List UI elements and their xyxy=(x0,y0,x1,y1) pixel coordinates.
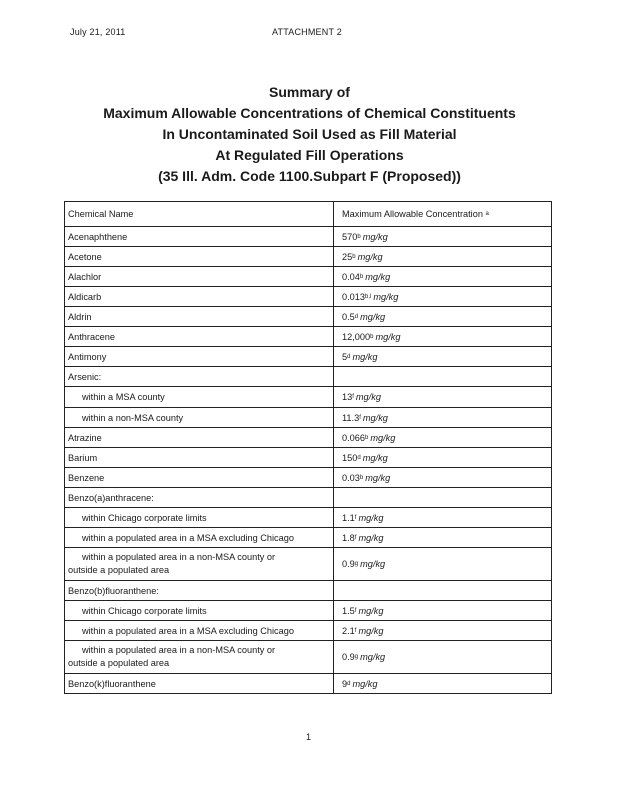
concentration-cell xyxy=(340,621,550,640)
table-row xyxy=(64,408,552,428)
table-row xyxy=(64,581,552,601)
concentration-value: 570 xyxy=(342,231,358,242)
concentration-unit: mg/kg xyxy=(362,412,388,423)
title-line-2: Maximum Allowable Concentrations of Chemical Constituents xyxy=(103,105,516,121)
concentration-unit: mg/kg xyxy=(362,231,388,242)
table-row xyxy=(64,347,552,367)
concentration-value: 0.04 xyxy=(342,271,360,282)
concentration-cell xyxy=(340,287,550,306)
concentration-unit: mg/kg xyxy=(365,472,391,483)
table-row xyxy=(64,247,552,267)
concentration-cell xyxy=(340,307,550,326)
chemical-name-cell xyxy=(64,227,334,246)
concentration-value: 9 xyxy=(342,678,348,689)
concentration-value: 1.8 xyxy=(342,532,355,543)
concentration-value: 0.9 xyxy=(342,652,355,662)
concentration-value: 150 xyxy=(342,452,358,463)
concentration-value: 11.3 xyxy=(342,412,360,423)
chemical-name-cell xyxy=(64,488,334,507)
chemical-name: Benzene xyxy=(68,472,105,483)
chemical-name-cell xyxy=(64,581,334,600)
table-row xyxy=(64,621,552,641)
chemical-name-cell xyxy=(64,601,334,620)
concentration-cell xyxy=(340,347,550,366)
chemical-name-cell xyxy=(64,528,334,547)
footnote-mark: b xyxy=(359,474,364,481)
concentration-cell xyxy=(340,448,550,467)
concentration-cell xyxy=(340,581,550,600)
title-line-4: At Regulated Fill Operations xyxy=(215,147,404,163)
table-row xyxy=(64,267,552,287)
document-title xyxy=(0,82,619,187)
col-header-footnote-mark: a xyxy=(485,211,489,217)
concentration-value: 0.013 xyxy=(342,291,365,302)
concentration-cell xyxy=(340,227,550,246)
table-row xyxy=(64,327,552,347)
chemical-name-cell xyxy=(64,508,334,527)
footnote-mark: g xyxy=(354,654,359,660)
concentration-unit: mg/kg xyxy=(358,605,384,616)
chemical-name: Benzo(a)anthracene: xyxy=(68,492,154,503)
footnote-mark: b xyxy=(365,434,369,441)
footnote-mark: b xyxy=(352,253,356,260)
footnote-mark: f xyxy=(354,514,357,521)
concentration-value: 0.5 xyxy=(342,311,355,322)
header-date: July 21, 2011 xyxy=(70,27,126,37)
concentration-unit: mg/kg xyxy=(375,331,401,342)
concentration-table xyxy=(64,201,552,694)
col-header-chemical: Chemical Name xyxy=(64,202,334,226)
table-row xyxy=(64,387,552,408)
footnote-mark: f xyxy=(352,394,354,400)
chemical-name-cell xyxy=(64,468,334,487)
chemical-name-cell xyxy=(64,674,334,693)
chemical-name-cell xyxy=(64,428,334,447)
chemical-name: Barium xyxy=(68,452,98,463)
concentration-cell xyxy=(340,528,550,547)
concentration-unit: mg/kg xyxy=(352,351,378,362)
concentration-value: 25 xyxy=(342,251,353,262)
chemical-name: within a populated area in a MSA excluding Chicago xyxy=(82,625,294,636)
chemical-name: within a populated area in a non-MSA county or xyxy=(82,552,276,562)
footnote-mark: d xyxy=(357,454,361,461)
table-row xyxy=(64,307,552,327)
concentration-cell xyxy=(340,468,550,487)
concentration-unit: mg/kg xyxy=(360,652,386,662)
chemical-name: Arsenic: xyxy=(68,371,102,382)
table-row xyxy=(64,488,552,508)
chemical-name: Antimony xyxy=(68,351,107,362)
chemical-name: Aldrin xyxy=(68,311,92,322)
table-row xyxy=(64,227,552,247)
concentration-unit: mg/kg xyxy=(362,452,388,463)
table-row xyxy=(64,367,552,387)
concentration-unit: mg/kg xyxy=(352,678,378,689)
concentration-cell xyxy=(340,267,550,286)
concentration-value: 0.03 xyxy=(342,472,360,483)
footnote-mark: d xyxy=(354,313,359,320)
table-row xyxy=(64,528,552,548)
title-line-3: In Uncontaminated Soil Used as Fill Material xyxy=(162,126,457,142)
col-header-concentration xyxy=(340,202,550,226)
header-attachment: ATTACHMENT 2 xyxy=(272,27,342,37)
chemical-name-cell xyxy=(64,267,334,286)
chemical-name: Alachlor xyxy=(68,271,102,282)
footnote-mark: b,l xyxy=(365,293,372,300)
concentration-value: 5 xyxy=(342,351,348,362)
concentration-unit: mg/kg xyxy=(357,251,383,262)
footnote-mark: f xyxy=(354,627,357,634)
concentration-unit: mg/kg xyxy=(373,291,399,302)
chemical-name-cell xyxy=(64,641,334,673)
concentration-unit: mg/kg xyxy=(358,532,384,543)
table-row xyxy=(64,674,552,694)
chemical-name: within a populated area in a non-MSA county or xyxy=(82,645,276,655)
table-row xyxy=(64,641,552,674)
concentration-value: 2.1 xyxy=(342,625,355,636)
chemical-name: Atrazine xyxy=(68,432,102,443)
title-line-5: (35 Ill. Adm. Code 1100.Subpart F (Proposed)) xyxy=(158,168,461,184)
concentration-cell xyxy=(340,408,550,427)
table-header-row xyxy=(64,201,552,227)
footnote-mark: b xyxy=(357,233,361,240)
chemical-name: within a MSA county xyxy=(82,392,165,402)
concentration-cell xyxy=(340,548,550,580)
table-right-border xyxy=(551,201,552,694)
footnote-mark: d xyxy=(347,680,351,687)
concentration-unit: mg/kg xyxy=(365,271,391,282)
chemical-name-continued: outside a populated area xyxy=(68,565,170,575)
concentration-cell xyxy=(340,247,550,266)
concentration-unit: mg/kg xyxy=(358,625,384,636)
title-line-1: Summary of xyxy=(269,84,350,100)
footnote-mark: f xyxy=(354,607,357,614)
chemical-name-cell xyxy=(64,621,334,640)
chemical-name-cell xyxy=(64,387,334,407)
footnote-mark: d xyxy=(347,353,351,360)
concentration-value: 13 xyxy=(342,392,353,402)
concentration-cell xyxy=(340,428,550,447)
col-header-concentration-label: Maximum Allowable Concentration xyxy=(342,209,483,219)
chemical-name-cell xyxy=(64,448,334,467)
page-number: 1 xyxy=(306,732,312,742)
chemical-name-cell xyxy=(64,247,334,266)
concentration-value: 0.9 xyxy=(342,559,355,569)
concentration-value: 1.5 xyxy=(342,605,355,616)
table-row xyxy=(64,548,552,581)
concentration-unit: mg/kg xyxy=(370,432,396,443)
concentration-cell xyxy=(340,674,550,693)
table-row xyxy=(64,428,552,448)
chemical-name-cell xyxy=(64,327,334,346)
chemical-name: Benzo(b)fluoranthene: xyxy=(68,585,159,596)
chemical-name: within Chicago corporate limits xyxy=(82,512,207,523)
footnote-mark: b xyxy=(370,333,374,340)
chemical-name-cell xyxy=(64,347,334,366)
chemical-name-cell xyxy=(64,287,334,306)
concentration-cell xyxy=(340,367,550,386)
table-row xyxy=(64,448,552,468)
chemical-name-continued: outside a populated area xyxy=(68,658,170,668)
chemical-name: Aldicarb xyxy=(68,291,102,302)
chemical-name: Acenaphthene xyxy=(68,231,128,242)
chemical-name: within Chicago corporate limits xyxy=(82,605,207,616)
table-left-border xyxy=(64,201,65,694)
chemical-name: Acetone xyxy=(68,251,102,262)
concentration-unit: mg/kg xyxy=(360,559,386,569)
table-row xyxy=(64,468,552,488)
concentration-cell xyxy=(340,488,550,507)
chemical-name: Anthracene xyxy=(68,331,115,342)
chemical-name-cell xyxy=(64,307,334,326)
concentration-cell xyxy=(340,641,550,673)
chemical-name-cell xyxy=(64,548,334,580)
footnote-mark: f xyxy=(354,534,357,541)
chemical-name-cell xyxy=(64,408,334,427)
chemical-name: within a populated area in a MSA excluding Chicago xyxy=(82,532,294,543)
chemical-name: Benzo(k)fluoranthene xyxy=(68,678,156,689)
concentration-value: 0.066 xyxy=(342,432,365,443)
concentration-cell xyxy=(340,601,550,620)
concentration-unit: mg/kg xyxy=(358,512,384,523)
concentration-value: 1.1 xyxy=(342,512,355,523)
chemical-name: within a non-MSA county xyxy=(82,412,184,423)
table-row xyxy=(64,287,552,307)
footnote-mark: f xyxy=(359,414,361,421)
footnote-mark: b xyxy=(359,273,364,280)
concentration-value: 12,000 xyxy=(342,331,371,342)
concentration-unit: mg/kg xyxy=(360,311,386,322)
table-row xyxy=(64,601,552,621)
footnote-mark: g xyxy=(354,561,359,567)
concentration-cell xyxy=(340,327,550,346)
concentration-unit: mg/kg xyxy=(355,392,381,402)
table-row xyxy=(64,508,552,528)
concentration-cell xyxy=(340,508,550,527)
concentration-cell xyxy=(340,387,550,407)
chemical-name-cell xyxy=(64,367,334,386)
